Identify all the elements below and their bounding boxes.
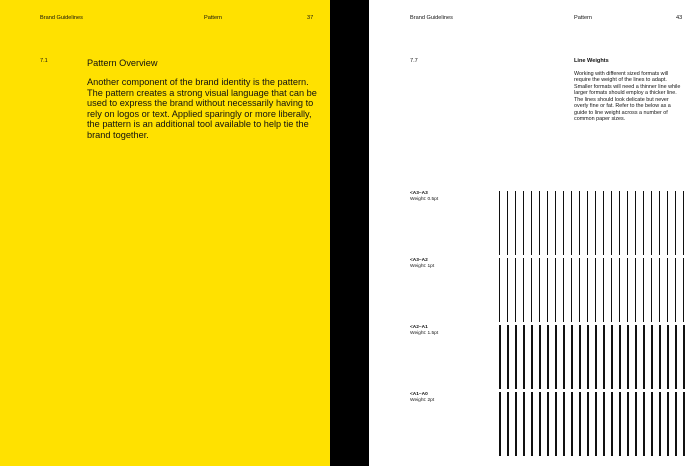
pattern-line <box>603 392 605 456</box>
pattern-line <box>563 258 564 322</box>
pattern-line <box>651 392 653 456</box>
pattern-line <box>563 191 564 255</box>
pattern-line <box>507 258 508 322</box>
pattern-line <box>659 258 660 322</box>
pattern-line <box>531 392 533 456</box>
pattern-line <box>611 392 613 456</box>
pattern-line <box>507 325 509 389</box>
line-sample-row <box>499 258 686 322</box>
pattern-line <box>523 258 524 322</box>
weight-label-a1 <box>410 325 438 337</box>
pattern-line <box>611 191 612 255</box>
pattern-line <box>555 258 556 322</box>
pattern-line <box>499 258 500 322</box>
paper-range: <A1–A0 <box>410 392 428 397</box>
pattern-line <box>635 325 637 389</box>
line-weight-value: Weight: 2pt <box>410 398 435 403</box>
pattern-line <box>643 325 645 389</box>
pattern-line <box>587 325 589 389</box>
pattern-overview-text: Another component of the brand identity is the pattern. The pattern creates a strong visual language that can be used to express the brand without necessarily having to rely on logos or text. Applied sparingly or more liberally, the pattern is an additional tool available to help tie the brand together. <box>87 77 317 140</box>
pattern-line <box>539 392 541 456</box>
pattern-line <box>579 258 580 322</box>
pattern-line <box>683 191 684 255</box>
pattern-line <box>499 392 501 456</box>
pattern-line <box>667 392 669 456</box>
line-sample-row <box>499 191 686 255</box>
pattern-line <box>643 191 644 255</box>
pattern-line <box>523 392 525 456</box>
pattern-line <box>675 258 676 322</box>
pattern-line <box>651 191 652 255</box>
pattern-line <box>635 258 636 322</box>
left-header-title: Brand Guidelines <box>40 15 83 21</box>
pattern-line <box>659 191 660 255</box>
pattern-line <box>595 392 597 456</box>
pattern-line <box>507 191 508 255</box>
left-page <box>0 0 330 466</box>
pattern-line <box>515 191 516 255</box>
pattern-line <box>619 191 620 255</box>
pattern-line <box>555 392 557 456</box>
line-weight-value: Weight: 0.5pt <box>410 197 439 202</box>
pattern-line <box>627 325 629 389</box>
pattern-line <box>595 258 596 322</box>
pattern-line <box>499 325 501 389</box>
pattern-line <box>619 325 621 389</box>
pattern-line <box>515 325 517 389</box>
pattern-line <box>603 325 605 389</box>
pattern-line <box>667 258 668 322</box>
pattern-line <box>547 325 549 389</box>
right-page <box>369 0 699 466</box>
pattern-line <box>627 258 628 322</box>
pattern-line <box>627 392 629 456</box>
pattern-line <box>603 258 604 322</box>
pattern-line <box>523 191 524 255</box>
weight-label-a0 <box>410 392 434 404</box>
pattern-line <box>555 325 557 389</box>
pattern-line <box>651 258 652 322</box>
pattern-line <box>587 191 588 255</box>
pattern-line <box>539 258 540 322</box>
spread-gutter <box>330 0 369 466</box>
pattern-line <box>531 325 533 389</box>
right-page-number: 43 <box>676 15 683 21</box>
pattern-line <box>547 392 549 456</box>
line-sample-row <box>499 392 686 456</box>
left-section-number: 7.1 <box>40 58 48 64</box>
pattern-line <box>539 325 541 389</box>
pattern-line <box>675 392 677 456</box>
pattern-line <box>547 191 548 255</box>
pattern-line <box>579 191 580 255</box>
pattern-line <box>587 258 588 322</box>
pattern-line <box>507 392 509 456</box>
pattern-line <box>595 325 597 389</box>
paper-range: <A3–A3 <box>410 191 428 196</box>
pattern-line <box>571 191 572 255</box>
right-section-number: 7.7 <box>410 58 418 64</box>
pattern-line <box>515 392 517 456</box>
right-header-title: Brand Guidelines <box>410 15 453 21</box>
pattern-line <box>579 325 581 389</box>
pattern-line <box>539 191 540 255</box>
pattern-line <box>659 325 661 389</box>
pattern-line <box>571 258 572 322</box>
pattern-line <box>563 325 565 389</box>
weight-label-a2 <box>410 258 434 270</box>
paper-range: <A2–A1 <box>410 325 428 330</box>
line-weight-value: Weight: 1.5pt <box>410 331 439 336</box>
pattern-line <box>555 191 556 255</box>
pattern-line <box>611 258 612 322</box>
line-sample-row <box>499 325 686 389</box>
pattern-line <box>675 325 677 389</box>
pattern-line <box>683 392 685 456</box>
weight-label-a3 <box>410 191 438 203</box>
pattern-line <box>675 191 676 255</box>
pattern-line <box>667 191 668 255</box>
pattern-line <box>547 258 548 322</box>
pattern-line <box>603 191 604 255</box>
pattern-line <box>643 392 645 456</box>
pattern-line <box>611 325 613 389</box>
line-weights-text: Working with different sized formats will require the weight of the lines to adapt. Smaller formats will need a thinner line while larger formats should employ a thicker line. The lines should look delicate but never overly fine or fat. Refer to the below as a guide to line weight across a number of common paper sizes. <box>574 71 681 123</box>
pattern-line <box>531 258 532 322</box>
left-page-number: 37 <box>307 15 314 21</box>
pattern-line <box>571 325 573 389</box>
pattern-line <box>619 258 620 322</box>
pattern-line <box>515 258 516 322</box>
pattern-line <box>635 191 636 255</box>
pattern-line <box>659 392 661 456</box>
pattern-line <box>579 392 581 456</box>
paper-range: <A3–A2 <box>410 258 428 263</box>
right-header-section: Pattern <box>574 15 593 21</box>
pattern-line <box>651 325 653 389</box>
pattern-line <box>587 392 589 456</box>
pattern-line <box>683 325 685 389</box>
left-header-section: Pattern <box>204 15 223 21</box>
pattern-line <box>635 392 637 456</box>
pattern-line <box>523 325 525 389</box>
pattern-line <box>571 392 573 456</box>
pattern-line <box>499 191 500 255</box>
pattern-line <box>667 325 669 389</box>
line-weights-title: Line Weights <box>574 58 609 64</box>
left-section-title: Pattern Overview <box>87 58 158 68</box>
pattern-line <box>627 191 628 255</box>
pattern-line <box>619 392 621 456</box>
pattern-line <box>643 258 644 322</box>
pattern-line <box>683 258 684 322</box>
pattern-line <box>563 392 565 456</box>
pattern-line <box>595 191 596 255</box>
line-weight-value: Weight: 1pt <box>410 264 435 269</box>
pattern-line <box>531 191 532 255</box>
